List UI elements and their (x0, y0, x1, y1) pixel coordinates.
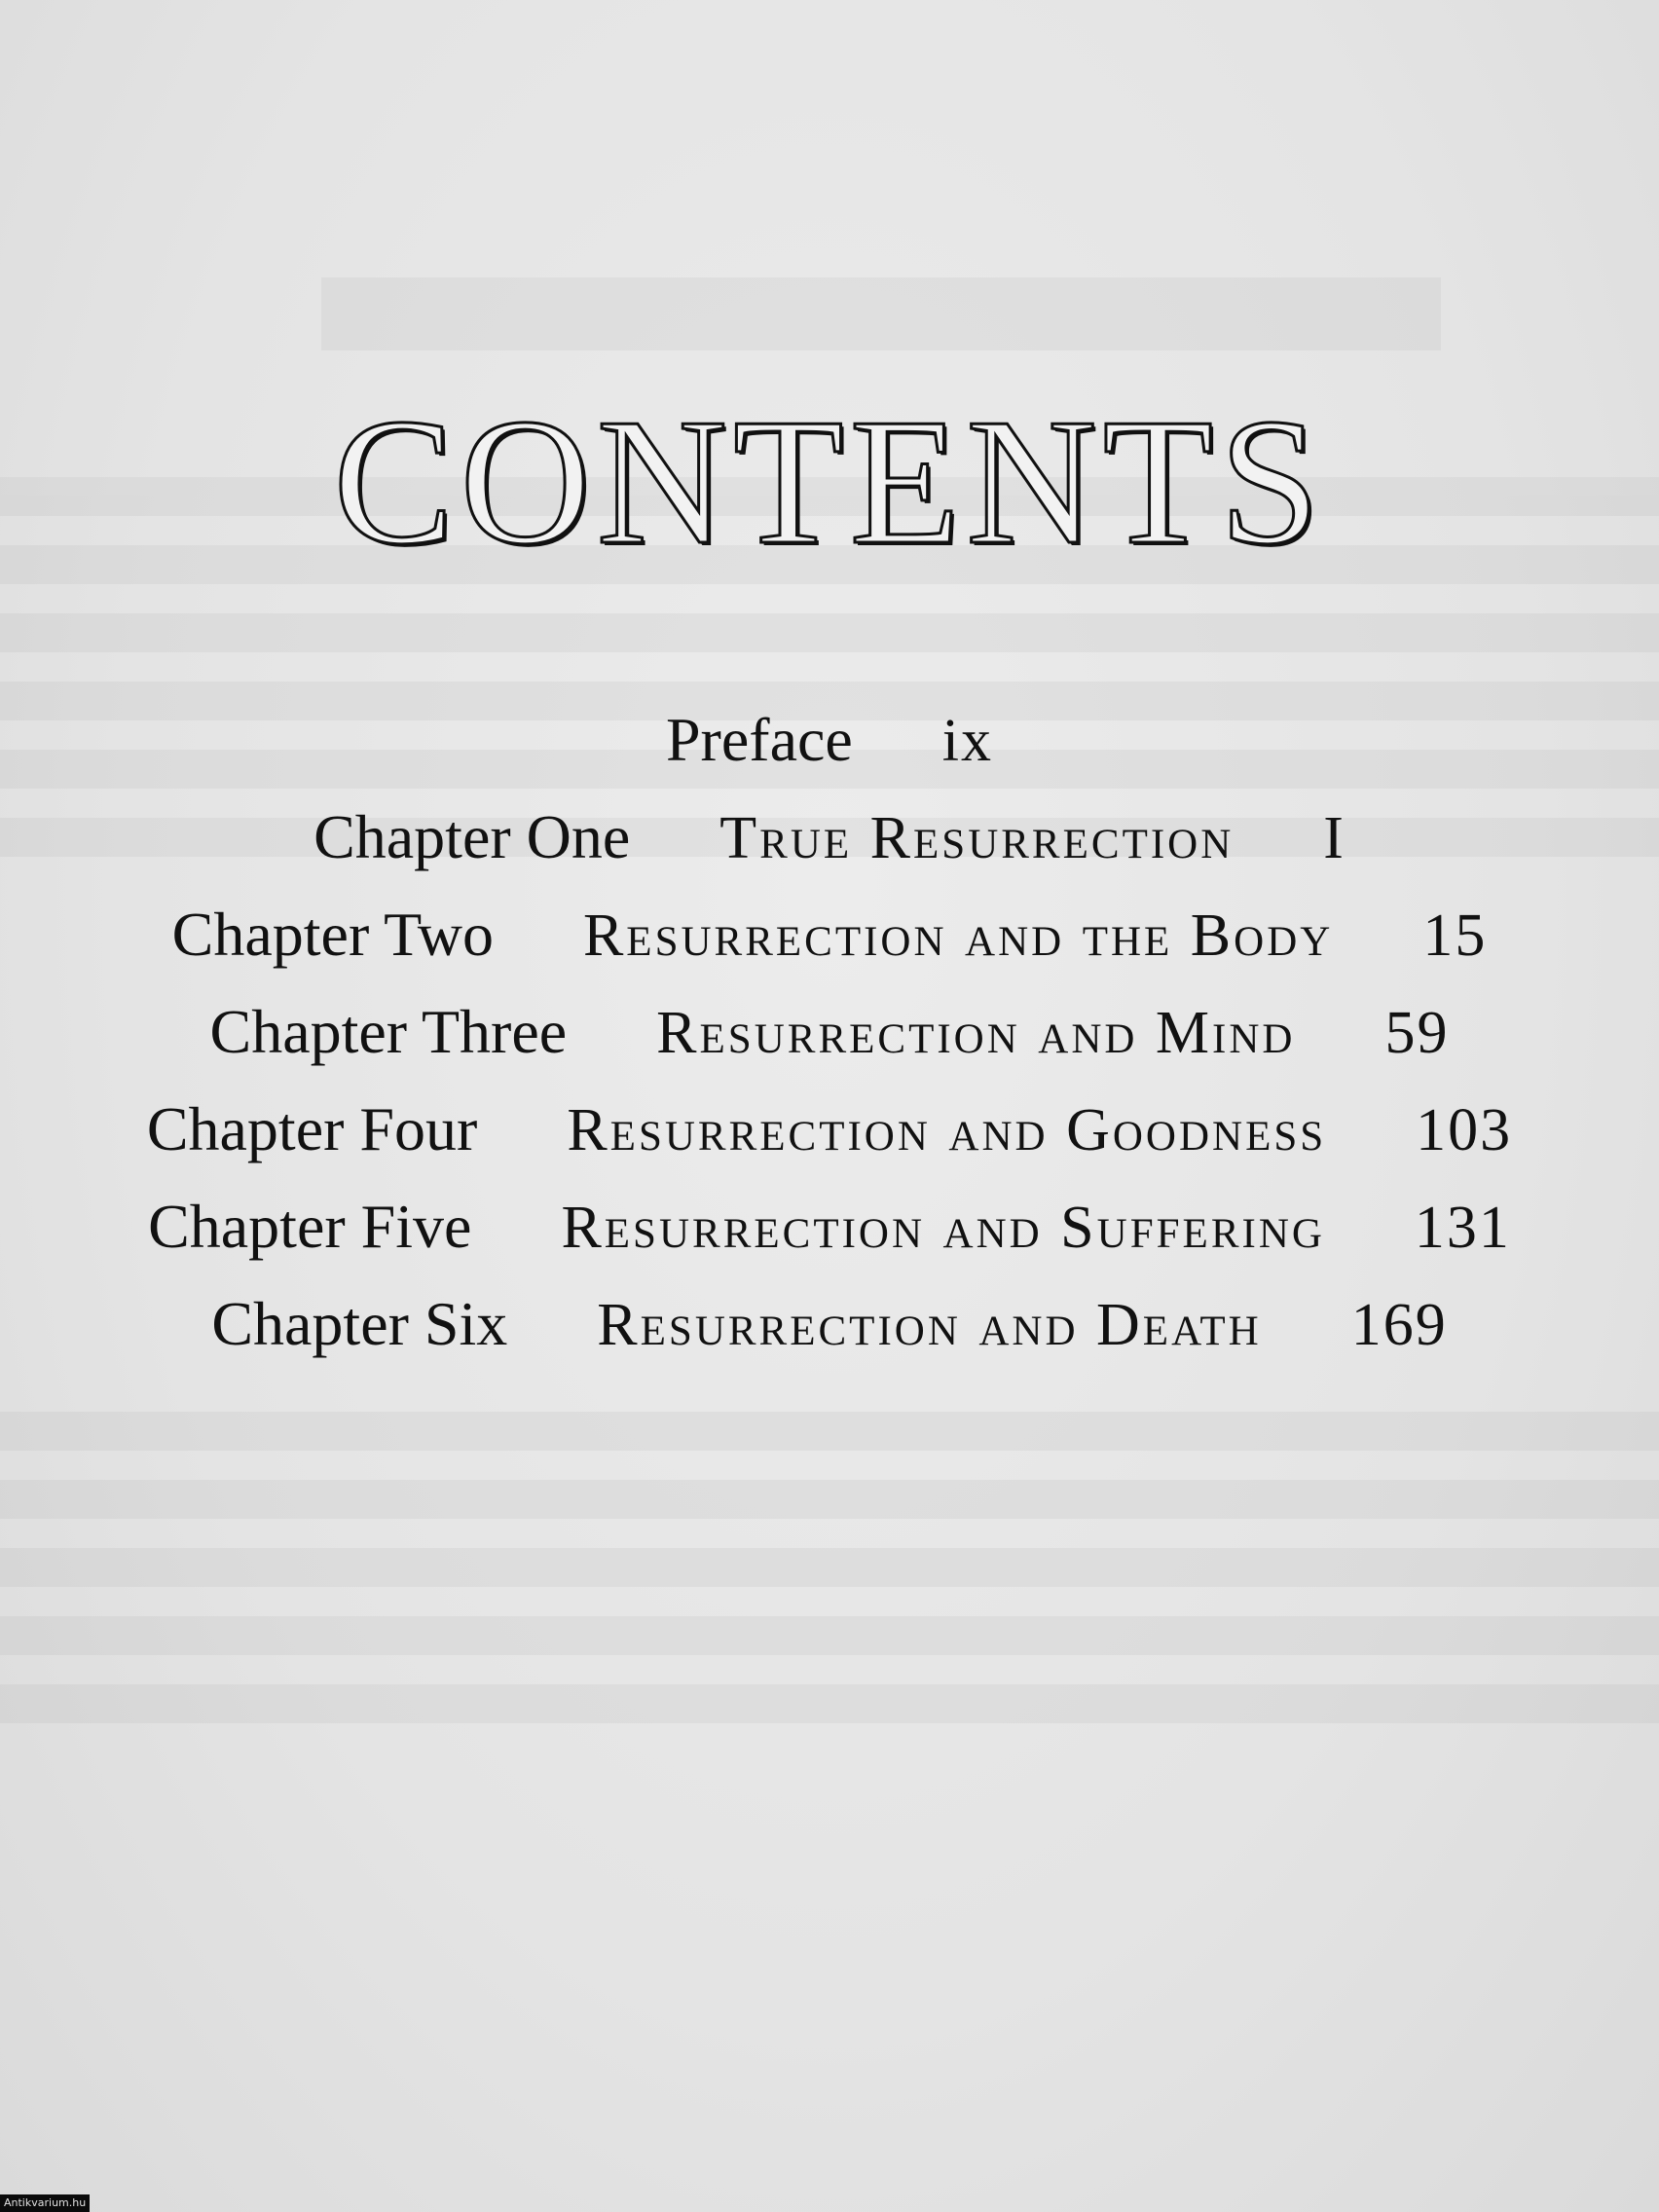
toc-entry-page: 59 (1384, 1000, 1450, 1066)
toc-entry-title: Resurrection and Mind (656, 1000, 1296, 1066)
toc-entry-label: Preface (665, 705, 853, 774)
toc-entry-title: Resurrection and Suffering (561, 1195, 1325, 1261)
toc-entry-chapter-three (0, 993, 1659, 1072)
toc-entry-label: Chapter Four (146, 1094, 478, 1163)
toc-entry-chapter-six (0, 1285, 1659, 1364)
toc-entry-title: Resurrection and the Body (582, 903, 1334, 969)
toc-entry-label: Chapter Six (211, 1289, 508, 1358)
toc-entry-title: Resurrection and Death (597, 1292, 1262, 1358)
toc-entry-page: 131 (1414, 1195, 1511, 1261)
toc-entry-page: 103 (1416, 1097, 1513, 1163)
toc-entry-label: Chapter Five (148, 1192, 472, 1261)
page-title: CONTENTS (333, 382, 1326, 582)
toc-entry-page: I (1323, 805, 1346, 871)
toc-entry-page: ix (941, 708, 994, 774)
toc-entry-chapter-five (0, 1188, 1659, 1267)
toc-entry-label: Chapter Three (209, 997, 568, 1066)
toc-entry-chapter-two (0, 896, 1659, 975)
toc-entry-title: True Resurrection (719, 805, 1235, 871)
toc-entry-label: Chapter Two (171, 900, 494, 969)
toc-entry-title: Resurrection and Goodness (567, 1097, 1327, 1163)
watermark-label: Antikvarium.hu (0, 2194, 90, 2212)
toc-entry-chapter-four (0, 1090, 1659, 1169)
toc-entry-page: 15 (1422, 903, 1488, 969)
toc-entry-preface (0, 701, 1659, 780)
toc-entry-page: 169 (1350, 1292, 1448, 1358)
toc-entry-chapter-one (0, 798, 1659, 877)
toc-entry-label: Chapter One (313, 802, 631, 871)
